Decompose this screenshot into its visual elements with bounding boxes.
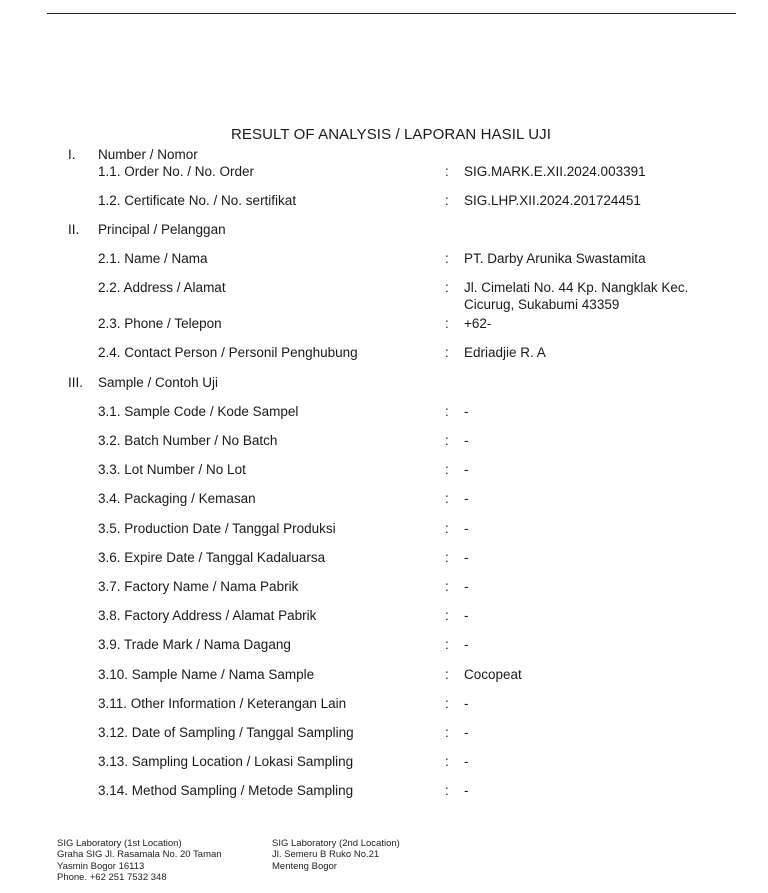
field-separator: : <box>445 193 449 208</box>
field-separator: : <box>445 251 449 266</box>
field-label: 2.4. Contact Person / Personil Penghubung <box>98 345 358 360</box>
field-label: 3.6. Expire Date / Tanggal Kadaluarsa <box>98 550 326 565</box>
field-label: 3.14. Method Sampling / Metode Sampling <box>98 783 354 798</box>
page-title: RESULT OF ANALYSIS / LAPORAN HASIL UJI <box>230 126 551 143</box>
field-separator: : <box>445 345 449 360</box>
field-value: - <box>464 550 469 565</box>
field-label: 3.9. Trade Mark / Nama Dagang <box>98 637 291 652</box>
field-separator: : <box>445 637 449 652</box>
footer-line: Yasmin Bogor 16113 <box>57 860 145 872</box>
field-value: - <box>464 637 469 652</box>
footer-location-2 <box>272 838 400 872</box>
footer-line: Graha SIG Jl. Rasamala No. 20 Taman <box>57 849 222 861</box>
field-separator: : <box>445 316 449 331</box>
field-value: - <box>464 433 469 448</box>
field-label: 2.2. Address / Alamat <box>98 280 226 295</box>
field-value: - <box>464 579 469 594</box>
footer-location-1 <box>57 838 222 883</box>
footer-line: SIG Laboratory (2nd Location) <box>272 838 400 849</box>
field-value: Jl. Cimelati No. 44 Kp. Nangklak Kec. Cicurug, Sukabumi 43359 <box>464 280 689 312</box>
section-label: Principal / Pelanggan <box>98 222 226 237</box>
field-label: 1.2. Certificate No. / No. sertifikat <box>98 193 297 208</box>
field-label: 3.1. Sample Code / Kode Sampel <box>98 404 299 419</box>
field-label: 3.11. Other Information / Keterangan Lain <box>98 696 347 711</box>
footer-line: SIG Laboratory (1st Location) <box>57 838 182 849</box>
field-label: 3.7. Factory Name / Nama Pabrik <box>98 579 299 594</box>
field-separator: : <box>445 280 449 295</box>
field-separator: : <box>445 404 449 419</box>
footer-line: Phone. +62 251 7532 348 <box>57 871 167 883</box>
section-label: Number / Nomor <box>98 147 198 162</box>
field-value: SIG.MARK.E.XII.2024.003391 <box>464 164 646 179</box>
field-value: +62- <box>464 316 492 331</box>
section-numeral: I. <box>68 147 76 162</box>
field-separator: : <box>445 550 449 565</box>
field-label: 3.13. Sampling Location / Lokasi Sampling <box>98 754 354 769</box>
field-label: 2.3. Phone / Telepon <box>98 316 222 331</box>
field-label: 3.2. Batch Number / No Batch <box>98 433 278 448</box>
field-value: - <box>464 608 469 623</box>
field-separator: : <box>445 491 449 506</box>
section-label: Sample / Contoh Uji <box>98 375 219 390</box>
field-separator: : <box>445 608 449 623</box>
section-numeral: II. <box>68 222 80 237</box>
field-separator: : <box>445 696 449 711</box>
field-value: Cocopeat <box>464 667 522 682</box>
field-label: 2.1. Name / Nama <box>98 251 208 266</box>
field-value: SIG.LHP.XII.2024.201724451 <box>464 193 641 208</box>
field-separator: : <box>445 579 449 594</box>
field-value: - <box>464 725 469 740</box>
section-numeral: III. <box>68 375 84 390</box>
field-value: - <box>464 404 469 419</box>
field-separator: : <box>445 783 449 798</box>
field-separator: : <box>445 667 449 682</box>
field-value: - <box>464 521 469 536</box>
field-label: 3.4. Packaging / Kemasan <box>98 491 256 506</box>
field-value: - <box>464 491 469 506</box>
field-value: Edriadjie R. A <box>464 345 546 360</box>
field-separator: : <box>445 725 449 740</box>
field-label: 3.10. Sample Name / Nama Sample <box>98 667 315 682</box>
field-separator: : <box>445 164 449 179</box>
field-separator: : <box>445 754 449 769</box>
field-separator: : <box>445 462 449 477</box>
field-value: PT. Darby Arunika Swastamita <box>464 251 646 266</box>
field-label: 3.3. Lot Number / No Lot <box>98 462 246 477</box>
field-value: - <box>464 696 469 711</box>
field-label: 3.5. Production Date / Tanggal Produksi <box>98 521 336 536</box>
field-value: - <box>464 462 469 477</box>
field-separator: : <box>445 521 449 536</box>
field-label: 1.1. Order No. / No. Order <box>98 164 255 179</box>
field-label: 3.12. Date of Sampling / Tanggal Sampling <box>98 725 354 740</box>
field-label: 3.8. Factory Address / Alamat Pabrik <box>98 608 317 623</box>
header-divider <box>47 13 736 14</box>
field-value: - <box>464 754 469 769</box>
field-separator: : <box>445 433 449 448</box>
footer-line: Jl. Semeru B Ruko No.21 <box>272 849 380 861</box>
field-value: - <box>464 783 469 798</box>
footer-line: Menteng Bogor <box>272 860 337 872</box>
